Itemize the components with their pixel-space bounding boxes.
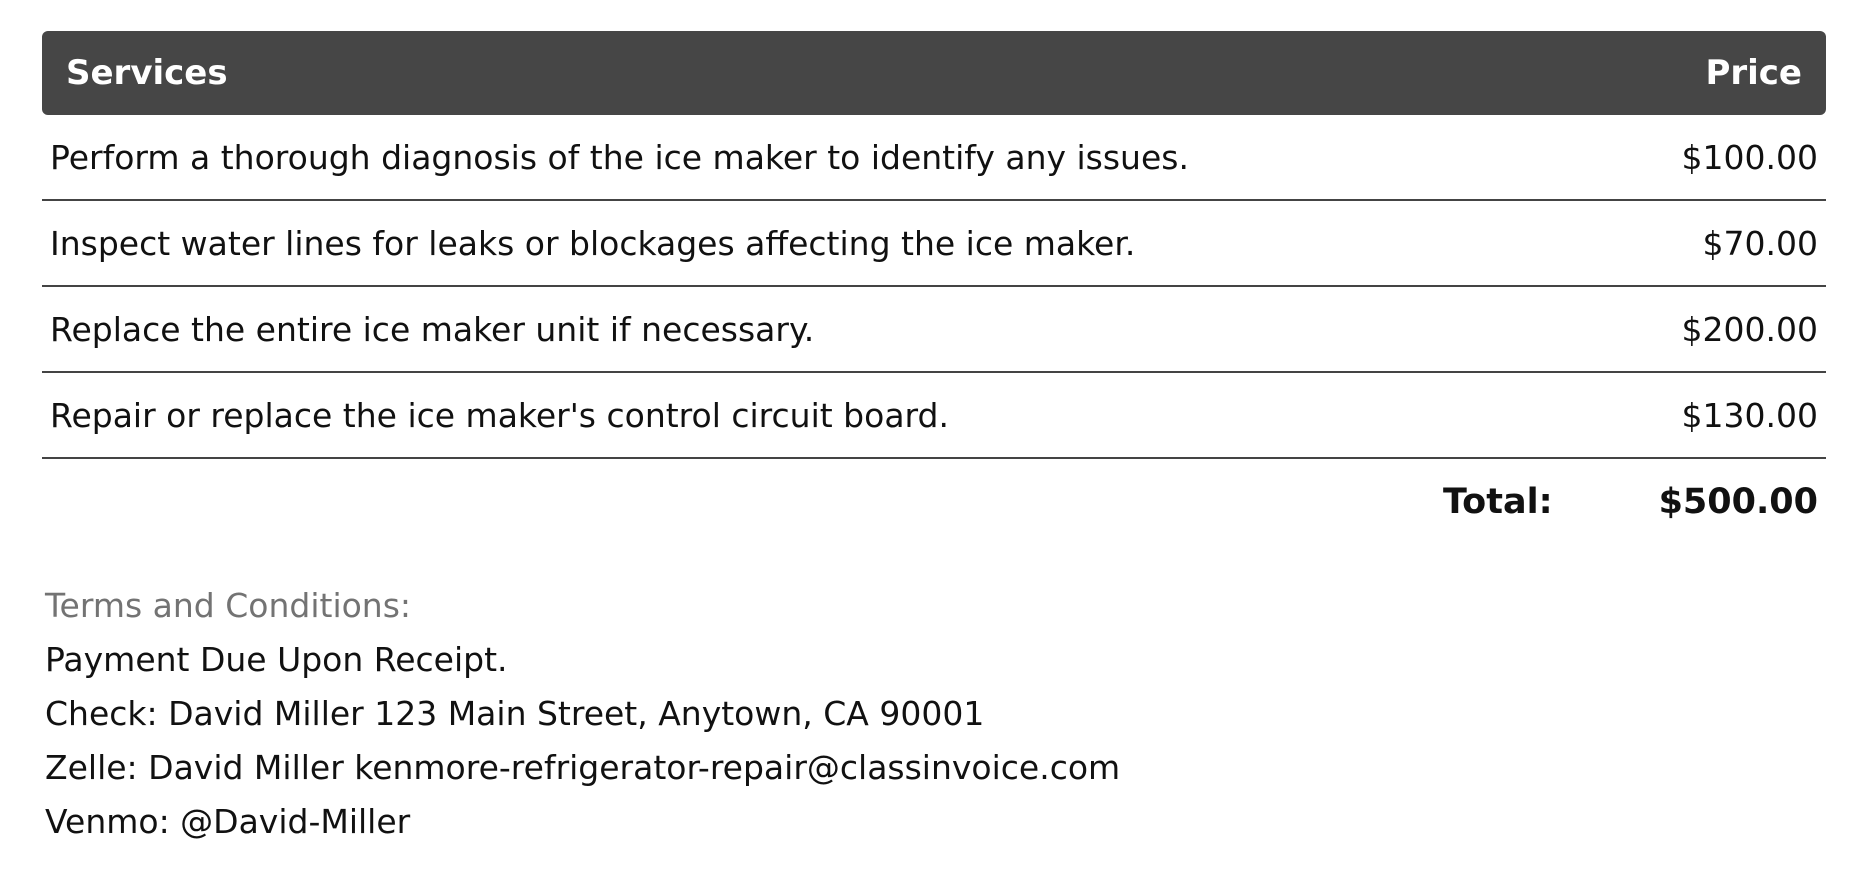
service-price: $100.00 xyxy=(1681,137,1818,177)
terms-heading: Terms and Conditions: xyxy=(45,586,412,625)
price-column-header: Price xyxy=(1705,53,1802,93)
service-price: $130.00 xyxy=(1681,395,1818,435)
table-row xyxy=(42,287,1826,373)
table-row xyxy=(42,115,1826,201)
terms-payment-due: Payment Due Upon Receipt. xyxy=(45,640,508,679)
service-price: $70.00 xyxy=(1702,223,1818,263)
total-label: Total: xyxy=(1442,482,1553,522)
table-row xyxy=(42,201,1826,287)
total-value: $500.00 xyxy=(1658,482,1818,522)
table-row xyxy=(42,373,1826,459)
services-column-header: Services xyxy=(66,53,228,93)
table-header xyxy=(42,31,1826,115)
service-description: Repair or replace the ice maker's control circuit board. xyxy=(50,395,949,435)
total-row xyxy=(42,459,1826,545)
terms-and-conditions xyxy=(45,579,1745,849)
service-description: Perform a thorough diagnosis of the ice maker to identify any issues. xyxy=(50,137,1189,177)
terms-venmo-info: Venmo: @David-Miller xyxy=(45,802,411,841)
terms-check-info: Check: David Miller 123 Main Street, Anytown, CA 90001 xyxy=(45,694,985,733)
service-description: Inspect water lines for leaks or blockages affecting the ice maker. xyxy=(50,223,1136,263)
terms-zelle-info: Zelle: David Miller kenmore-refrigerator-repair@classinvoice.com xyxy=(45,748,1121,787)
services-table xyxy=(42,31,1826,545)
service-price: $200.00 xyxy=(1681,309,1818,349)
service-description: Replace the entire ice maker unit if necessary. xyxy=(50,309,815,349)
